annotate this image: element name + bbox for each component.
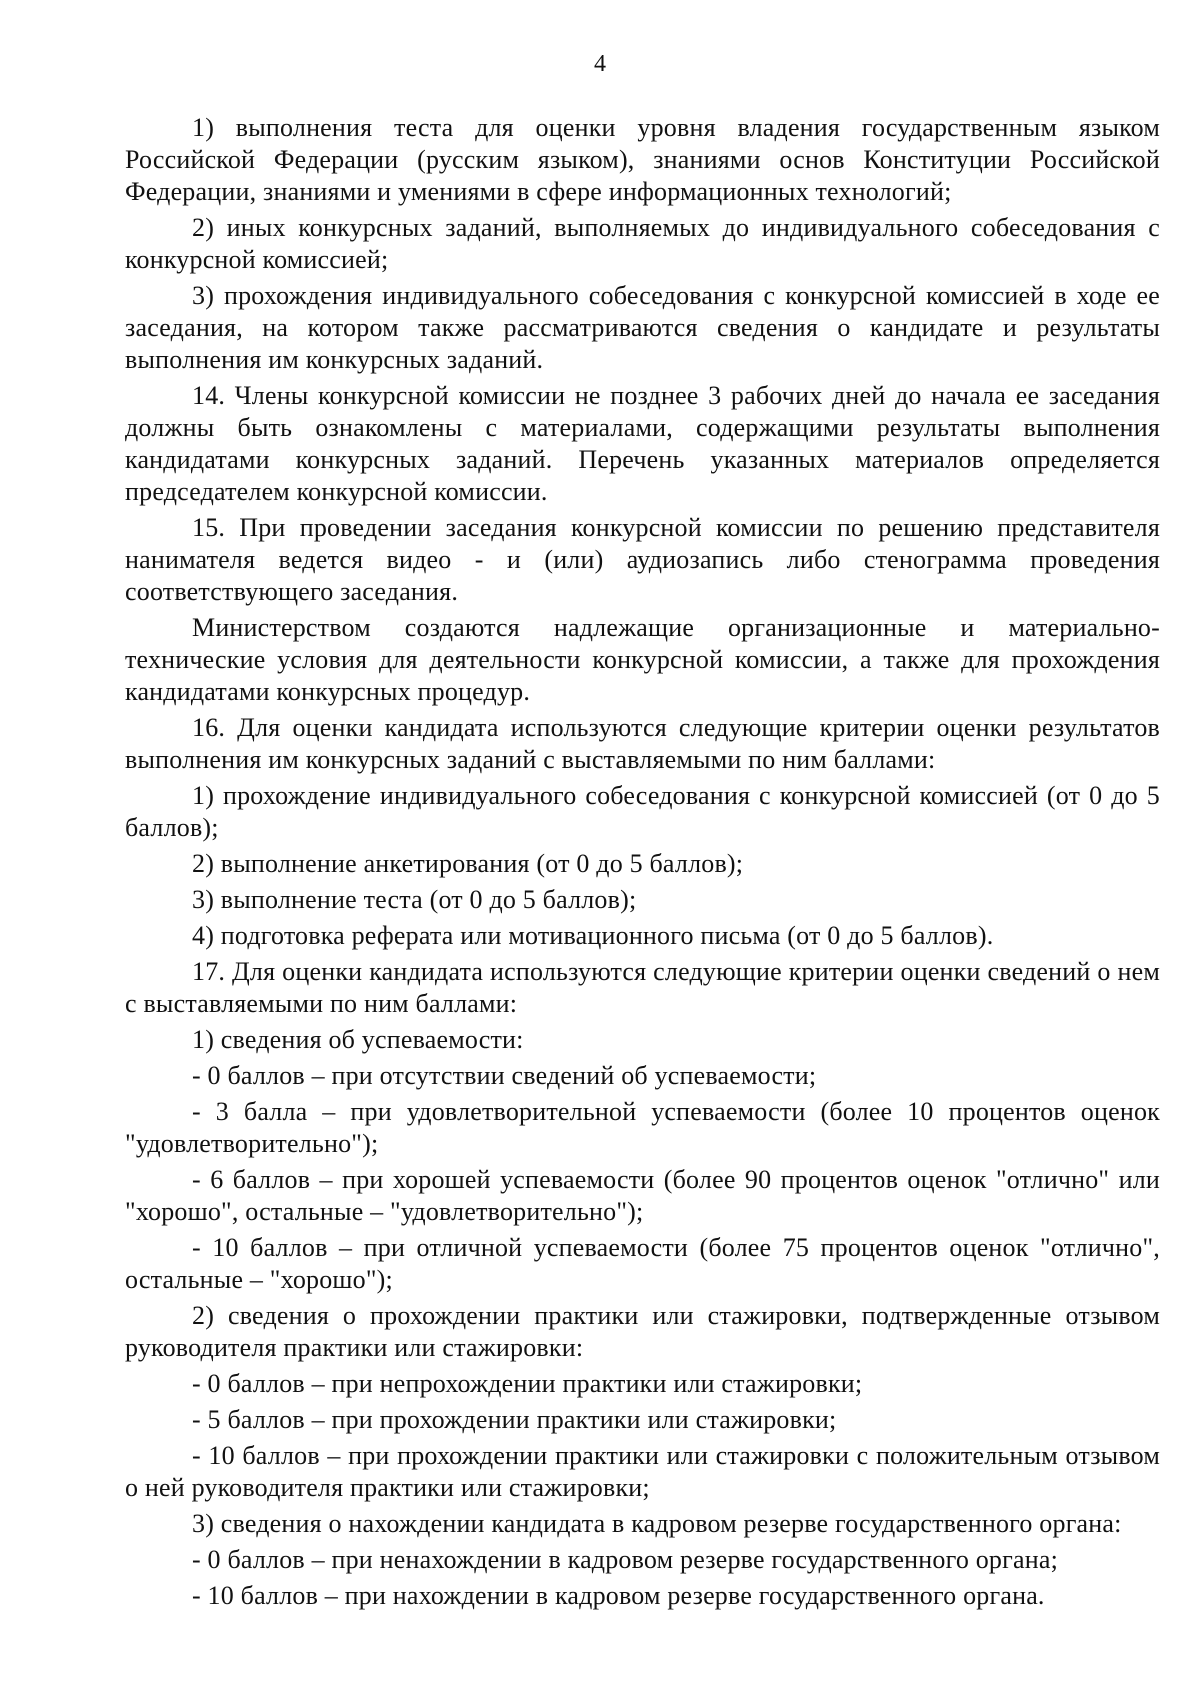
paragraph: Министерством создаются надлежащие организационные и материально-технические условия для деятельности конкурсной комиссии, а также для прохождения кандидатами конкурсных процедур. (125, 613, 1160, 706)
paragraph: - 0 баллов – при отсутствии сведений об успеваемости; (192, 1061, 817, 1090)
paragraph: 3) выполнение теста (от 0 до 5 баллов); (192, 885, 637, 914)
paragraph: - 6 баллов – при хорошей успеваемости (более 90 процентов оценок "отлично" или "хорошо", остальные – "удовлетворительно"); (125, 1165, 1160, 1226)
paragraph: 3) прохождения индивидуального собеседования с конкурсной комиссией в ходе ее заседания, на котором также рассматриваются сведения о кандидате и результаты выполнения им конкурсных заданий. (125, 281, 1160, 374)
paragraph: 17. Для оценки кандидата используются следующие критерии оценки сведений о нем с выставляемыми по ним баллами: (125, 957, 1160, 1018)
paragraph: - 0 баллов – при ненахождении в кадровом резерве государственного органа; (192, 1545, 1059, 1574)
paragraph: 2) иных конкурсных заданий, выполняемых до индивидуального собеседования с конкурсной комиссией; (125, 213, 1160, 274)
paragraph: 1) сведения об успеваемости: (192, 1025, 524, 1054)
page-number: 4 (594, 51, 606, 77)
paragraph: 14. Члены конкурсной комиссии не позднее 3 рабочих дней до начала ее заседания должны быть ознакомлены с материалами, содержащими результаты выполнения кандидатами конкурсных заданий. Перечень указанных материалов определяется председателем конкурсной комиссии. (125, 381, 1160, 506)
paragraph: - 5 баллов – при прохождении практики или стажировки; (192, 1405, 837, 1434)
paragraph: 4) подготовка реферата или мотивационного письма (от 0 до 5 баллов). (192, 921, 994, 950)
paragraph: - 10 баллов – при прохождении практики или стажировки с положительным отзывом о ней руководителя практики или стажировки; (125, 1441, 1160, 1502)
paragraph: - 0 баллов – при непрохождении практики или стажировки; (192, 1369, 863, 1398)
paragraph: 1) прохождение индивидуального собеседования с конкурсной комиссией (от 0 до 5 баллов); (125, 781, 1160, 842)
paragraph: - 3 балла – при удовлетворительной успеваемости (более 10 процентов оценок "удовлетворительно"); (125, 1097, 1160, 1158)
paragraph: - 10 баллов – при отличной успеваемости (более 75 процентов оценок "отлично", остальные – "хорошо"); (125, 1233, 1160, 1294)
document-body (125, 112, 1160, 1616)
paragraph: 1) выполнения теста для оценки уровня владения государственным языком Российской Федерации (русским языком), знаниями основ Конституции Российской Федерации, знаниями и умениями в сфере информационных технологий; (125, 113, 1160, 206)
paragraph: 3) сведения о нахождении кандидата в кадровом резерве государственного органа: (192, 1509, 1122, 1538)
paragraph: - 10 баллов – при нахождении в кадровом резерве государственного органа. (192, 1581, 1045, 1610)
paragraph: 2) сведения о прохождении практики или стажировки, подтвержденные отзывом руководителя практики или стажировки: (125, 1301, 1160, 1362)
paragraph: 16. Для оценки кандидата используются следующие критерии оценки результатов выполнения им конкурсных заданий с выставляемыми по ним баллами: (125, 713, 1160, 774)
paragraph: 2) выполнение анкетирования (от 0 до 5 баллов); (192, 849, 744, 878)
paragraph: 15. При проведении заседания конкурсной комиссии по решению представителя нанимателя ведется видео - и (или) аудиозапись либо стенограмма проведения соответствующего заседания. (125, 513, 1160, 606)
